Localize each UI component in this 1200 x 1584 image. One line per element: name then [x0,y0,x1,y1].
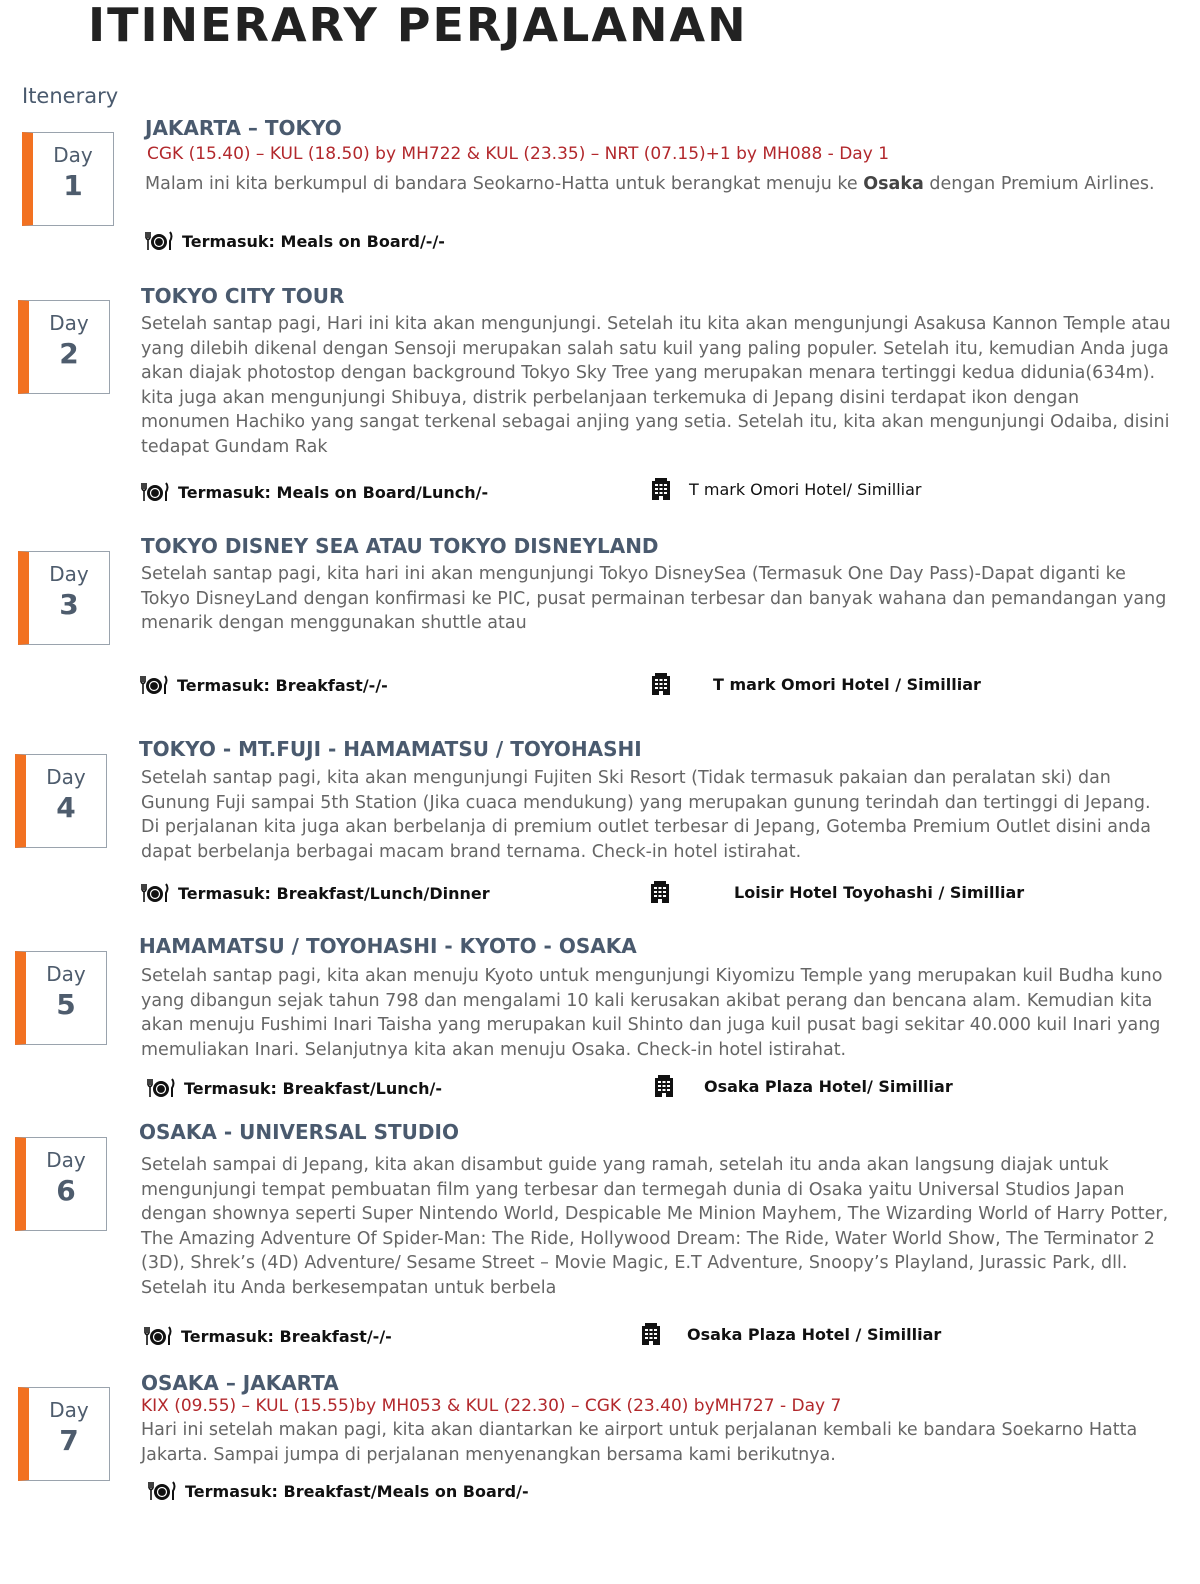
hotel-text: Loisir Hotel Toyohashi / Similliar [734,882,1025,902]
day-description: Setelah santap pagi, kita akan mengunjungi Fujiten Ski Resort (Tidak termasuk pakaian dan peralatan ski) dan Gunung Fuji sampai 5th Station (Jika cuaca mendukung) yang merupakan gunung terindah dan tertinggi di Jepang. Di perjalanan kita juga akan berbelanja di premium outlet terbesar di Jepang, Gotemba Premium Outlet disini anda dapat berbelanja berbagai macam brand ternama. Check-in hotel istirahat. [141,768,1151,862]
day-number: 4 [56,791,76,824]
meals-text: Termasuk: Breakfast/-/- [177,675,388,695]
dining-icon [144,230,174,252]
day-label: Day [46,962,86,986]
hotel-info [654,1074,953,1098]
day-number: 1 [63,169,83,202]
dining-icon [140,481,170,503]
day-label: Day [46,1148,86,1172]
day-number: 2 [59,337,79,370]
day-badge [18,551,110,645]
day-badge [15,951,107,1045]
meals-text: Termasuk: Breakfast/Lunch/Dinner [178,883,490,903]
day-description: Setelah santap pagi, Hari ini kita akan mengunjungi. Setelah itu kita akan mengunjungi Asakusa Kannon Temple atau yang dilebih dikenal dengan Sensoji merupakan salah satu kuil yang paling populer. Setelah itu, kemudian Anda juga akan diajak photostop dengan background Tokyo Sky Tree yang merupakan menara tertinggi kedua didunia(634m). kita juga akan mengunjungi Shibuya, distrik perbelanjaan terkemuka di Jepang disini terdapat ikon dengan monumen Hachiko yang sangat terkenal sebagai anjing yang setia. Setelah itu, kita akan mengunjungi Odaiba, disini tedapat Gundam Rak [141,314,1171,457]
meals-included [140,481,488,503]
day-heading: HAMAMATSU / TOYOHASHI - KYOTO - OSAKA [139,934,637,958]
hotel-text: Osaka Plaza Hotel / Similliar [687,1324,942,1344]
meals-text: Termasuk: Breakfast/Meals on Board/- [185,1481,529,1501]
day-label: Day [46,765,86,789]
day-number: 6 [56,1174,76,1207]
dining-icon [143,1325,173,1347]
day-heading: TOKYO DISNEY SEA ATAU TOKYO DISNEYLAND [141,534,659,558]
meals-text: Termasuk: Meals on Board/Lunch/- [178,482,489,502]
day-badge [15,1137,107,1231]
day-badge [18,300,110,394]
day-heading: OSAKA – JAKARTA [141,1371,339,1395]
hotel-building-icon [651,672,671,696]
meals-text: Termasuk: Breakfast/-/- [181,1326,392,1346]
day-number: 5 [56,988,76,1021]
dining-icon [146,1077,176,1099]
day-description: Setelah santap pagi, kita hari ini akan mengunjungi Tokyo DisneySea (Termasuk One Day Pass)-Dapat diganti ke Tokyo DisneyLand dengan konfirmasi ke PIC, pusat permainan terbesar dan banyak wahana dan pemandangan yang menarik dengan menggunakan shuttle atau [141,564,1167,633]
meals-included [139,674,388,696]
hotel-info [641,1322,941,1346]
hotel-building-icon [641,1322,661,1346]
meals-included [143,1325,392,1347]
description-text: dengan Premium Airlines. [923,174,1155,194]
day-heading: OSAKA - UNIVERSAL STUDIO [139,1120,459,1144]
day-description [145,172,1155,197]
meals-included [144,230,445,252]
day-number: 3 [59,588,79,621]
hotel-text: Osaka Plaza Hotel/ Similliar [704,1076,953,1096]
dining-icon [140,882,170,904]
day-label: Day [49,1398,89,1422]
day-number: 7 [59,1424,79,1457]
flight-info: CGK (15.40) – KUL (18.50) by MH722 & KUL (23.35) – NRT (07.15)+1 by MH088 - Day 1 [147,144,890,164]
hotel-info [651,477,921,501]
day-badge [18,1387,110,1481]
meals-included [147,1480,529,1502]
hotel-text: T mark Omori Hotel / Similliar [713,674,981,694]
itinerary-label: Itenerary [22,84,119,108]
dining-icon [147,1480,177,1502]
hotel-building-icon [650,880,670,904]
day-badge [15,754,107,848]
flight-info: KIX (09.55) – KUL (15.55)by MH053 & KUL (22.30) – CGK (23.40) byMH727 - Day 7 [141,1396,842,1416]
description-highlight: Osaka [863,174,924,194]
dining-icon [139,674,169,696]
page-title: ITINERARY PERJALANAN [88,0,748,52]
day-heading: TOKYO - MT.FUJI - HAMAMATSU / TOYOHASHI [139,737,642,761]
day-description: Hari ini setelah makan pagi, kita akan diantarkan ke airport untuk perjalanan kembali ke bandara Soekarno Hatta Jakarta. Sampai jumpa di perjalanan menyenangkan bersama kami berikutnya. [141,1420,1138,1465]
hotel-info [650,880,1024,904]
hotel-building-icon [654,1074,674,1098]
hotel-info [651,672,981,696]
day-heading: TOKYO CITY TOUR [141,284,345,308]
meals-included [140,882,490,904]
day-description: Setelah sampai di Jepang, kita akan disambut guide yang ramah, setelah itu anda akan langsung diajak untuk mengunjungi tempat pembuatan film yang terbesar dan termegah dunia di Osaka yaitu Universal Studios Japan dengan shownya seperti Super Nintendo World, Despicable Me Minion Mayhem, The Wizarding World of Harry Potter, The Amazing Adventure Of Spider-Man: The Ride, Hollywood Dream: The Ride, Water World Show, The Terminator 2 (3D), Shrek’s (4D) Adventure/ Sesame Street – Movie Magic, E.T Adventure, Snoopy’s Playland, Jurassic Park, dll. Setelah itu Anda berkesempatan untuk berbela [141,1155,1169,1298]
hotel-text: T mark Omori Hotel/ Similliar [689,479,922,499]
description-text: Malam ini kita berkumpul di bandara Seokarno-Hatta untuk berangkat menuju ke [145,174,864,194]
day-heading: JAKARTA – TOKYO [145,116,342,140]
meals-included [146,1077,442,1099]
meals-text: Termasuk: Breakfast/Lunch/- [184,1078,443,1098]
day-label: Day [49,562,89,586]
day-label: Day [53,143,93,167]
hotel-building-icon [651,477,671,501]
day-description: Setelah santap pagi, kita akan menuju Kyoto untuk mengunjungi Kiyomizu Temple yang merupakan kuil Budha kuno yang dibangun sejak tahun 798 dan mengalami 10 kali kerusakan akibat perang dan bencana alam. Kemudian kita akan menuju Fushimi Inari Taisha yang merupakan kuil Shinto dan juga kuil pusat bagi sekitar 40.000 kuil Inari yang memuliakan Inari. Selanjutnya kita akan menuju Osaka. Check-in hotel istirahat. [141,966,1163,1060]
day-badge [22,132,114,226]
day-label: Day [49,311,89,335]
meals-text: Termasuk: Meals on Board/-/- [182,231,445,251]
